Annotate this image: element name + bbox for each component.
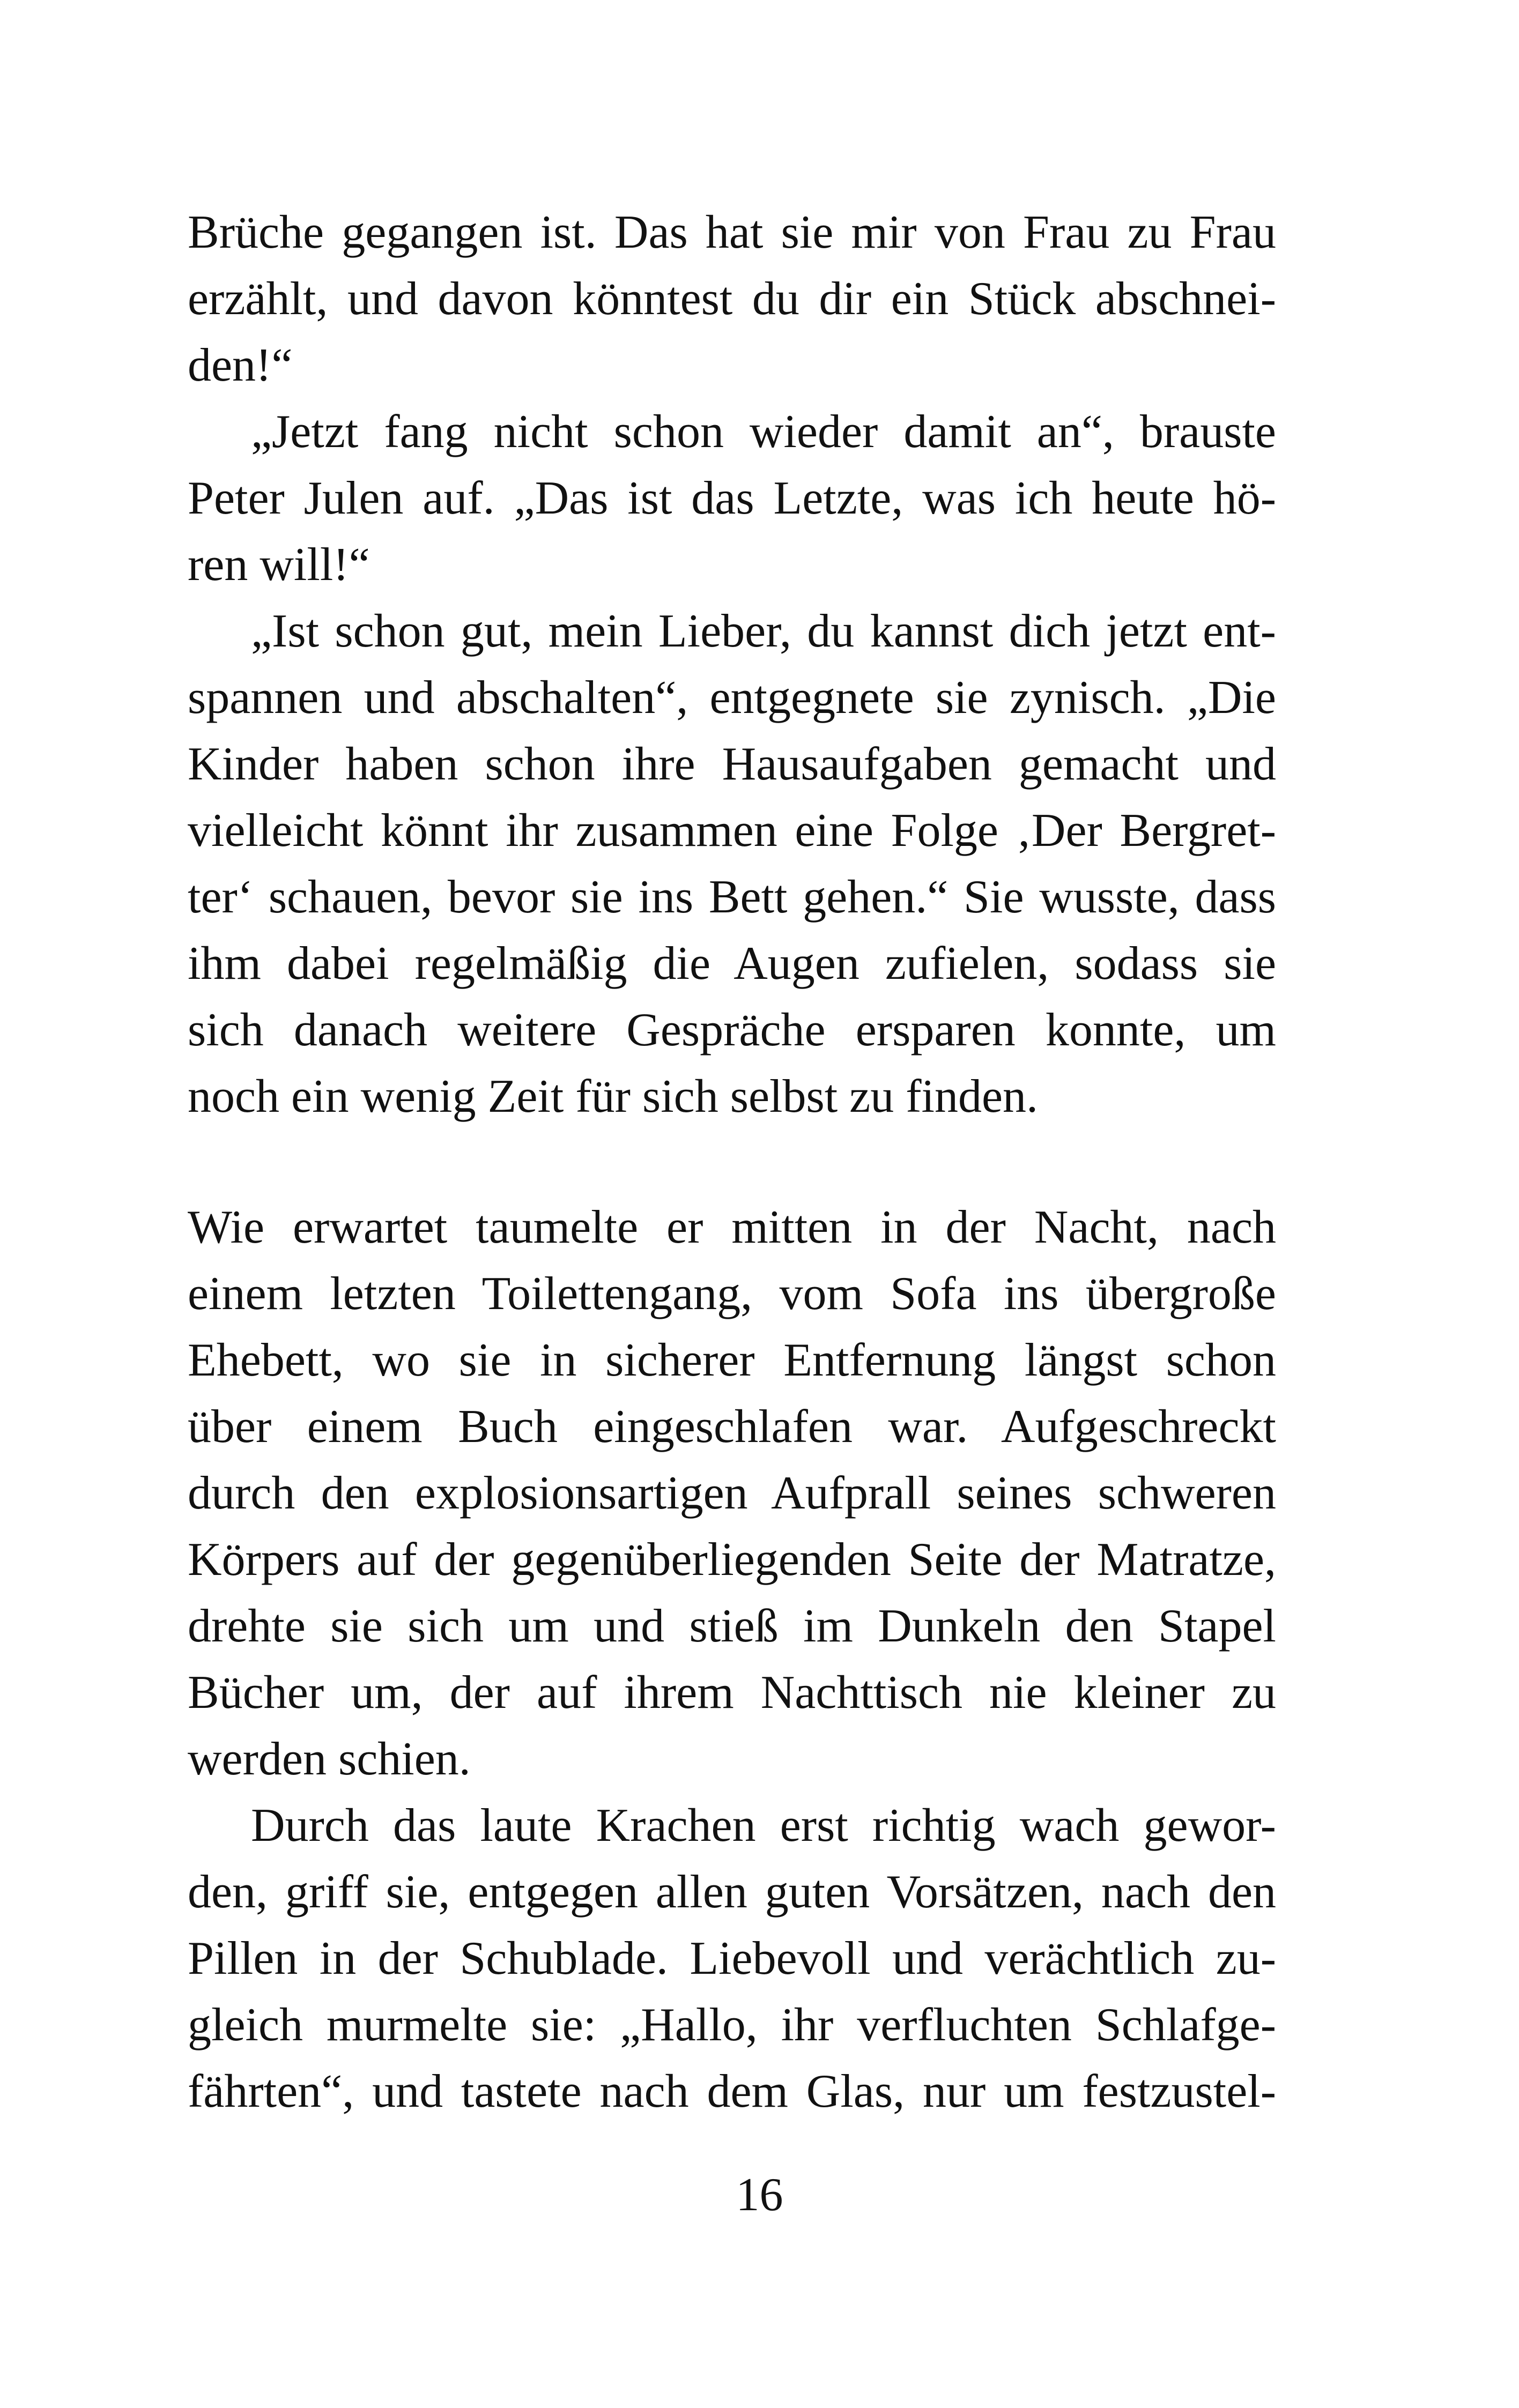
text-line: gleich murmelte sie: „Hallo, ihr verfluchten Schlafge- <box>188 1999 1276 2051</box>
text-line: Brüche gegangen ist. Das hat sie mir von Frau zu Frau <box>188 206 1276 258</box>
text-line: den, griff sie, entgegen allen guten Vorsätzen, nach den <box>188 1866 1276 1918</box>
page-number: 16 <box>736 2169 783 2221</box>
text-line: „Ist schon gut, mein Lieber, du kannst dich jetzt ent- <box>251 605 1276 657</box>
text-line: drehte sie sich um und stieß im Dunkeln den Stapel <box>188 1600 1276 1652</box>
page-body <box>188 199 1276 2125</box>
text-line: ihm dabei regelmäßig die Augen zufielen, sodass sie <box>188 938 1276 990</box>
text-line: über einem Buch eingeschlafen war. Aufgeschreckt <box>188 1401 1276 1453</box>
text-line: den!“ <box>188 339 293 391</box>
text-line: Ehebett, wo sie in sicherer Entfernung längst schon <box>188 1334 1276 1386</box>
paragraph <box>188 1194 1276 1793</box>
text-line: durch den explosionsartigen Aufprall seines schweren <box>188 1467 1276 1519</box>
paragraph <box>188 199 1276 399</box>
text-line: spannen und abschalten“, entgegnete sie zynisch. „Die <box>188 672 1276 724</box>
text-line: „Jetzt fang nicht schon wieder damit an“, brauste <box>251 406 1276 458</box>
text-line: ren will!“ <box>188 539 370 591</box>
text-line: einem letzten Toilettengang, vom Sofa ins übergroße <box>188 1268 1276 1320</box>
paragraph <box>188 598 1276 1130</box>
text-line: vielleicht könnt ihr zusammen eine Folge ‚Der Bergret- <box>188 805 1276 857</box>
paragraph <box>188 399 1276 598</box>
text-line: sich danach weitere Gespräche ersparen konnte, um <box>188 1004 1276 1056</box>
paragraph <box>188 1793 1276 2125</box>
text-line: Wie erwartet taumelte er mitten in der Nacht, nach <box>188 1201 1276 1253</box>
section-break <box>188 1130 1276 1194</box>
text-line: noch ein wenig Zeit für sich selbst zu finden. <box>188 1071 1039 1123</box>
text-line: Kinder haben schon ihre Hausaufgaben gemacht und <box>188 738 1276 790</box>
text-line: erzählt, und davon könntest du dir ein Stück abschnei- <box>188 273 1276 325</box>
text-line: fährten“, und tastete nach dem Glas, nur um festzustel- <box>188 2065 1276 2117</box>
text-line: Bücher um, der auf ihrem Nachttisch nie kleiner zu <box>188 1667 1276 1719</box>
text-line: Körpers auf der gegenüberliegenden Seite der Matratze, <box>188 1534 1276 1586</box>
text-line: Pillen in der Schublade. Liebevoll und verächtlich zu- <box>188 1933 1276 1985</box>
text-line: werden schien. <box>188 1733 471 1785</box>
text-line: Durch das laute Krachen erst richtig wach gewor- <box>251 1800 1276 1852</box>
text-line: Peter Julen auf. „Das ist das Letzte, was ich heute hö- <box>188 472 1276 524</box>
text-line: ter‘ schauen, bevor sie ins Bett gehen.“ Sie wusste, dass <box>188 871 1276 923</box>
